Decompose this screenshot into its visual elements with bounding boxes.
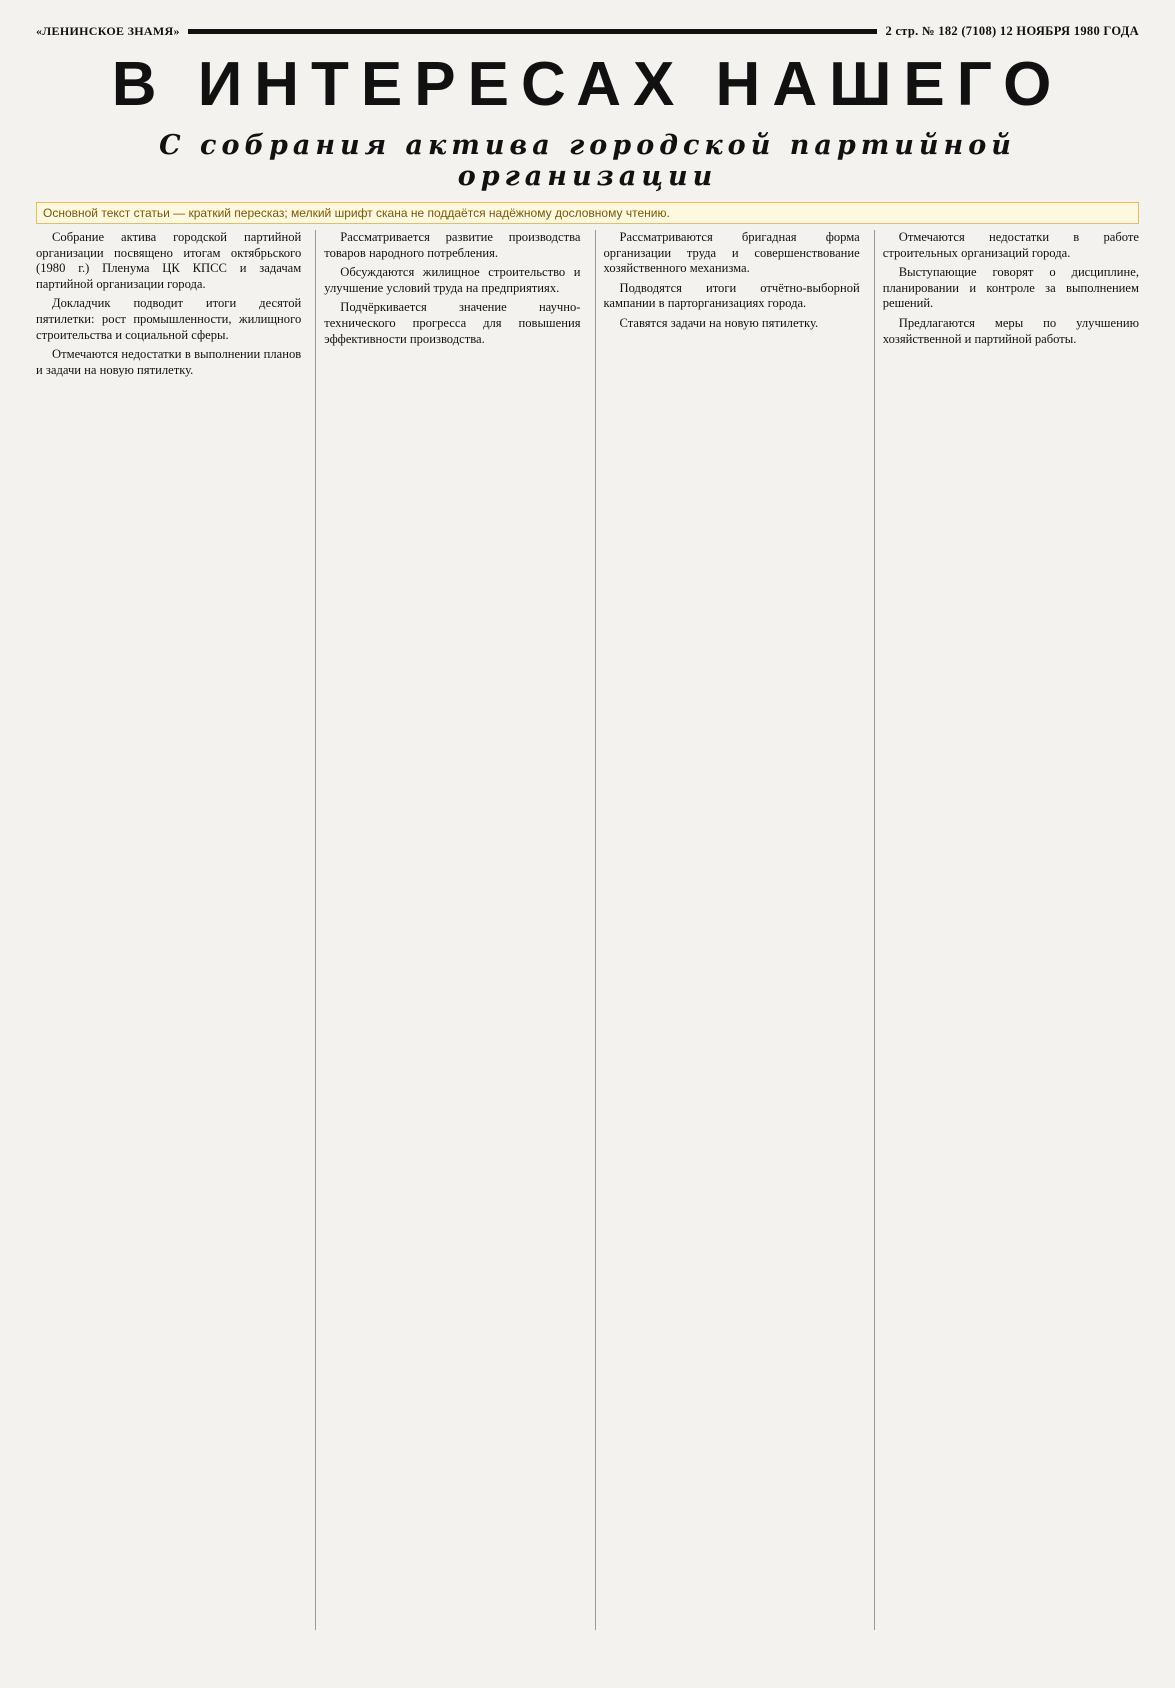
- paragraph: Собрание актива городской партийной организации посвящено итогам октябрьского (1980 г.) Пленума ЦК КПСС и задачам партийной организации города.: [36, 230, 302, 291]
- paragraph: Подчёркивается значение научно-технического прогресса для повышения эффективности производства.: [324, 300, 581, 346]
- paragraph: Ставятся задачи на новую пятилетку.: [619, 315, 819, 330]
- article-column-4: [874, 230, 1139, 1630]
- article-column-1: [36, 230, 301, 1630]
- issue-info: 2 стр. № 182 (7108) 12 НОЯБРЯ 1980 ГОДА: [885, 23, 1139, 38]
- paragraph: Рассматриваются бригадная форма организации труда и совершенствование хозяйственного механизма.: [603, 230, 860, 276]
- paragraph: Отмечаются недостатки в работе строительных организаций города.: [882, 230, 1139, 260]
- paragraph: Подводятся итоги отчётно-выборной кампании в парторганизациях города.: [603, 280, 860, 311]
- paragraph: Докладчик подводит итоги десятой пятилетки: рост промышленности, жилищного строительства и социальной сферы.: [36, 296, 302, 342]
- paragraph: Предлагаются меры по улучшению хозяйственной и партийной работы.: [882, 315, 1139, 346]
- paragraph: Выступающие говорят о дисциплине, планировании и контроле за выполнением решений.: [882, 265, 1139, 311]
- masthead: [36, 20, 1139, 42]
- subheadline: С собрания актива городской партийной организации: [159, 130, 1016, 192]
- article-columns: [36, 230, 1139, 1630]
- transcription-note: Основной текст статьи — краткий пересказ; мелкий шрифт скана не поддаётся надёжному дословному чтению.: [36, 202, 1139, 224]
- paragraph: Обсуждаются жилищное строительство и улучшение условий труда на предприятиях.: [324, 265, 581, 295]
- article-column-3: [595, 230, 860, 1630]
- paragraph: Рассматривается развитие производства товаров народного потребления.: [324, 230, 581, 260]
- article-column-2: [315, 230, 580, 1630]
- paper-name: «ЛЕНИНСКОЕ ЗНАМЯ»: [36, 23, 180, 38]
- headline: В ИНТЕРЕСАХ НАШЕГО: [111, 50, 1064, 119]
- paragraph: Отмечаются недостатки в выполнении планов и задачи на новую пятилетку.: [36, 347, 302, 377]
- masthead-rule: [188, 29, 878, 34]
